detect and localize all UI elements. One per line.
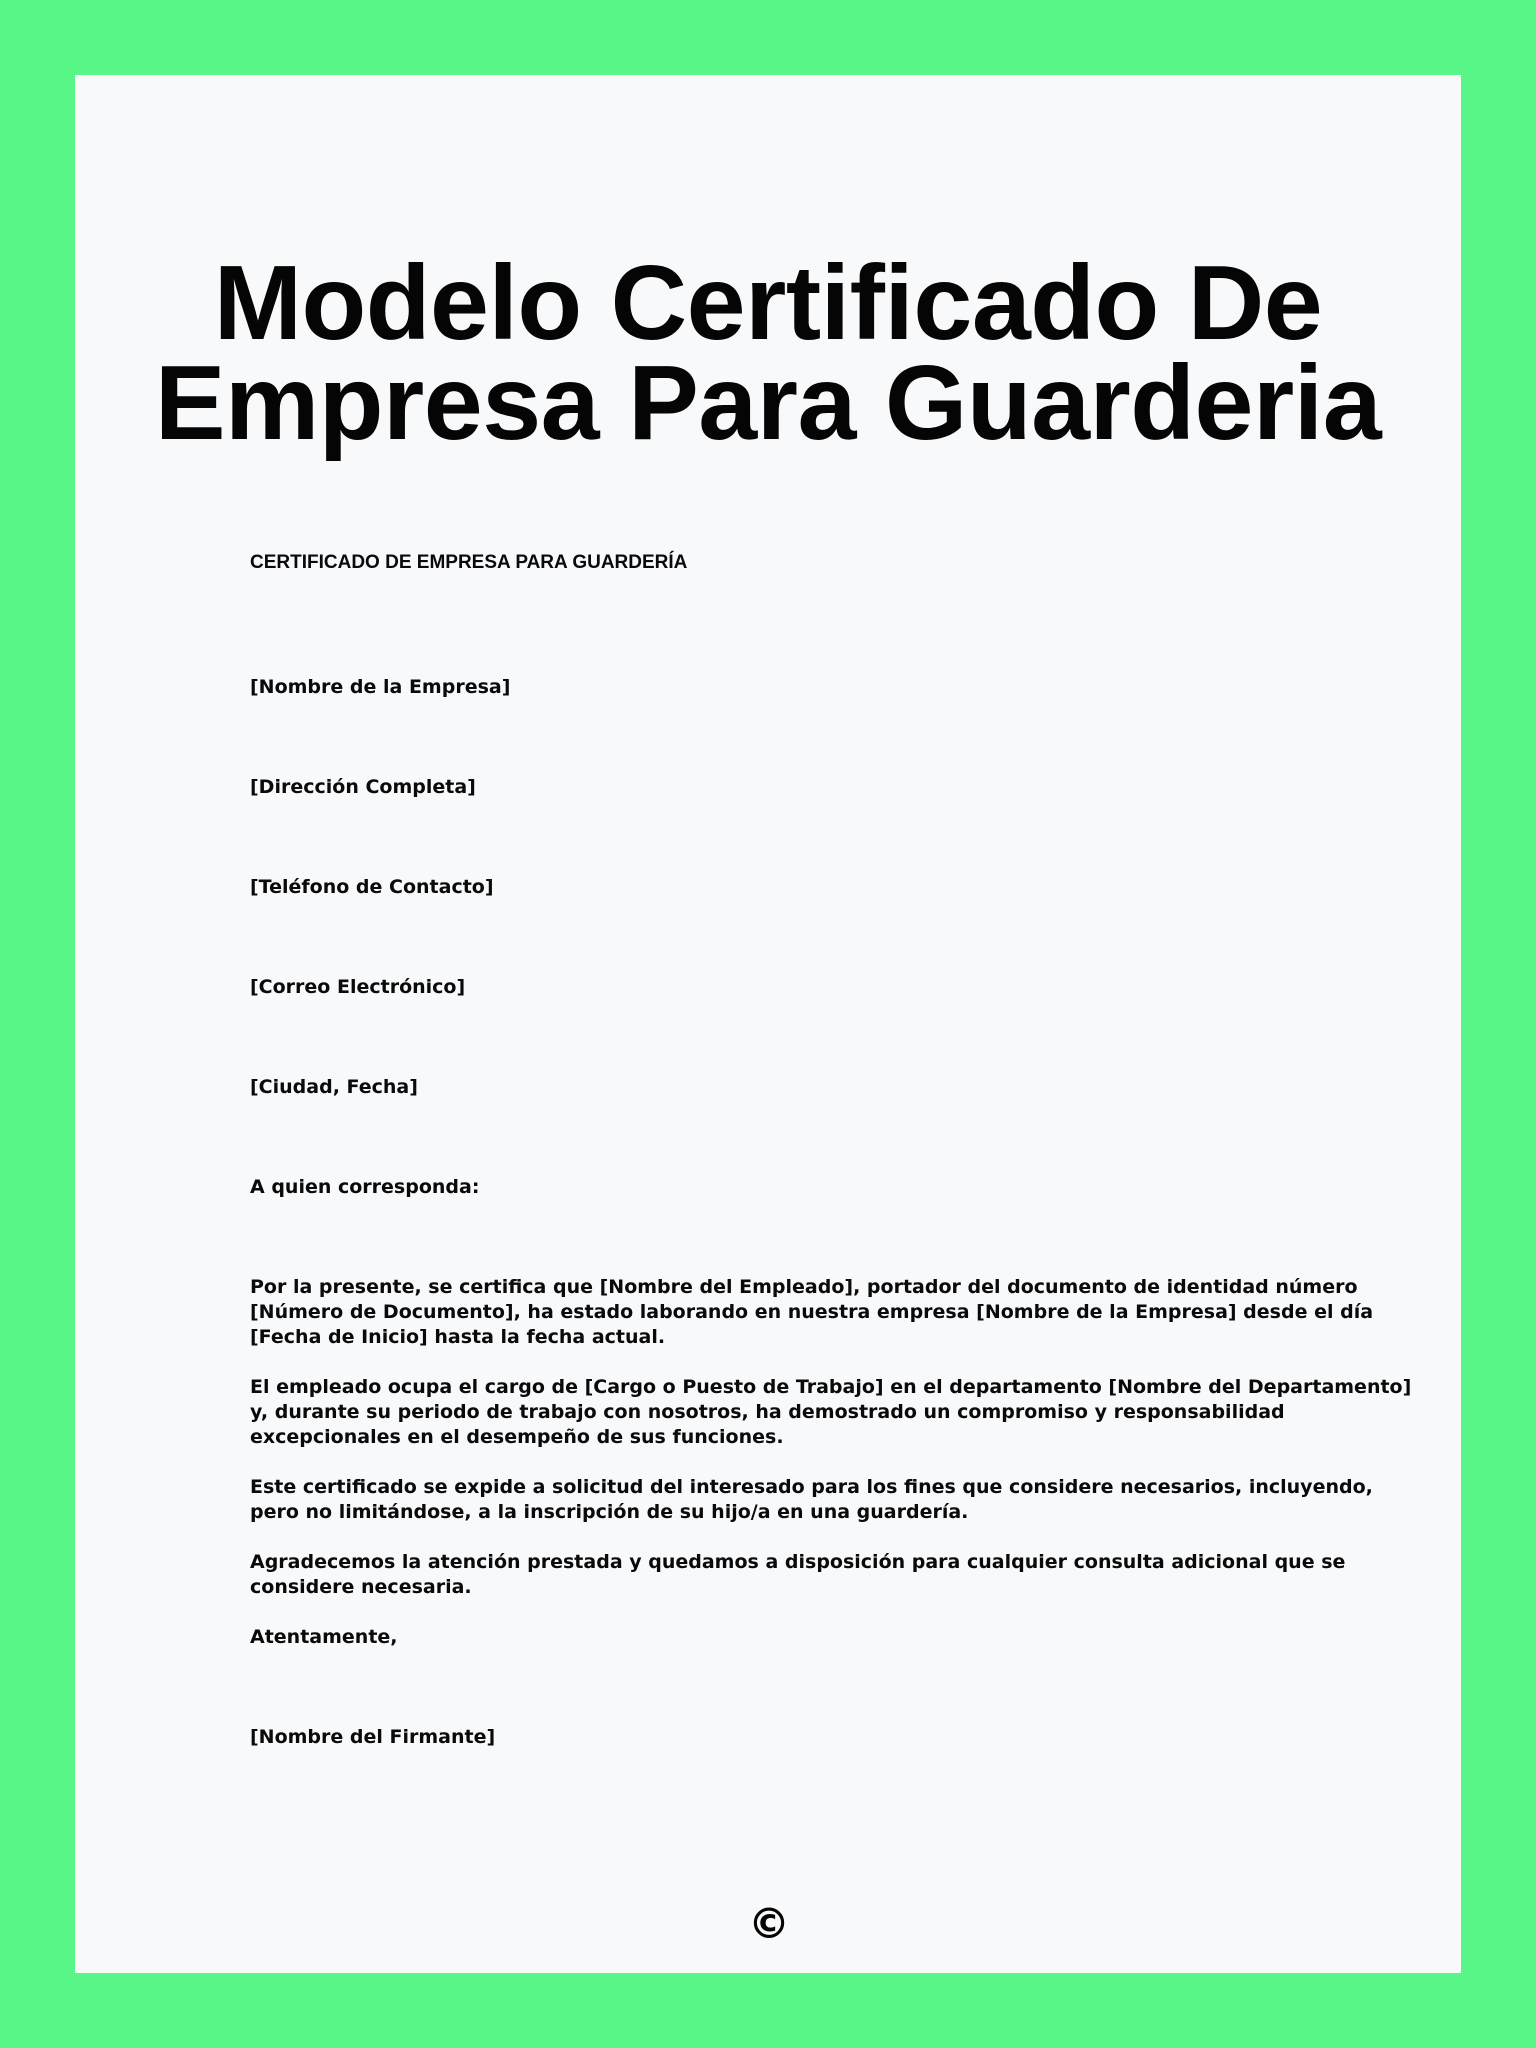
copyright-icon: © [748,1899,790,1948]
phone-placeholder: [Teléfono de Contacto] [250,876,494,898]
paragraph-line: [Fecha de Inicio] hasta la fecha actual. [250,1326,666,1348]
certificate-heading: CERTIFICADO DE EMPRESA PARA GUARDERÍA [250,552,688,573]
paragraph-line: Por la presente, se certifica que [Nombre del Empleado], portador del documento de identidad número [250,1276,1358,1298]
paragraph-certification [250,1275,1380,1350]
page-title-line-1: Modelo Certificado De [213,244,1323,362]
paragraph-line: Agradecemos la atención prestada y quedamos a disposición para cualquier consulta adicional que se [250,1551,1346,1573]
paragraph-thanks [250,1550,1380,1600]
paragraph-line: considere necesaria. [250,1576,472,1598]
paragraph-purpose [250,1475,1380,1525]
paragraph-line: pero no limitándose, a la inscripción de su hijo/a en una guardería. [250,1501,969,1523]
paragraph-line: Este certificado se expide a solicitud del interesado para los fines que considere necesarios, incluyendo, [250,1476,1373,1498]
salutation: A quien corresponda: [250,1176,480,1198]
paragraph-line: El empleado ocupa el cargo de [Cargo o Puesto de Trabajo] en el departamento [Nombre del Departamento] [250,1376,1412,1398]
page-title [75,244,1461,462]
page-title-line-2: Empresa Para Guarderia [154,344,1382,462]
paragraph-line: excepcionales en el desempeño de sus funciones. [250,1426,784,1448]
paragraph-line: y, durante su periodo de trabajo con nosotros, ha demostrado un compromiso y responsabilidad [250,1401,1285,1423]
address-placeholder: [Dirección Completa] [250,776,476,798]
company-name-placeholder: [Nombre de la Empresa] [250,676,511,698]
email-placeholder: [Correo Electrónico] [250,976,466,998]
paragraph-line: [Número de Documento], ha estado laborando en nuestra empresa [Nombre de la Empresa] desde el día [250,1301,1374,1323]
signer-placeholder: [Nombre del Firmante] [250,1726,496,1748]
city-date-placeholder: [Ciudad, Fecha] [250,1076,418,1098]
closing: Atentamente, [250,1626,398,1648]
document-sheet [75,75,1461,1973]
paragraph-position [250,1375,1412,1450]
